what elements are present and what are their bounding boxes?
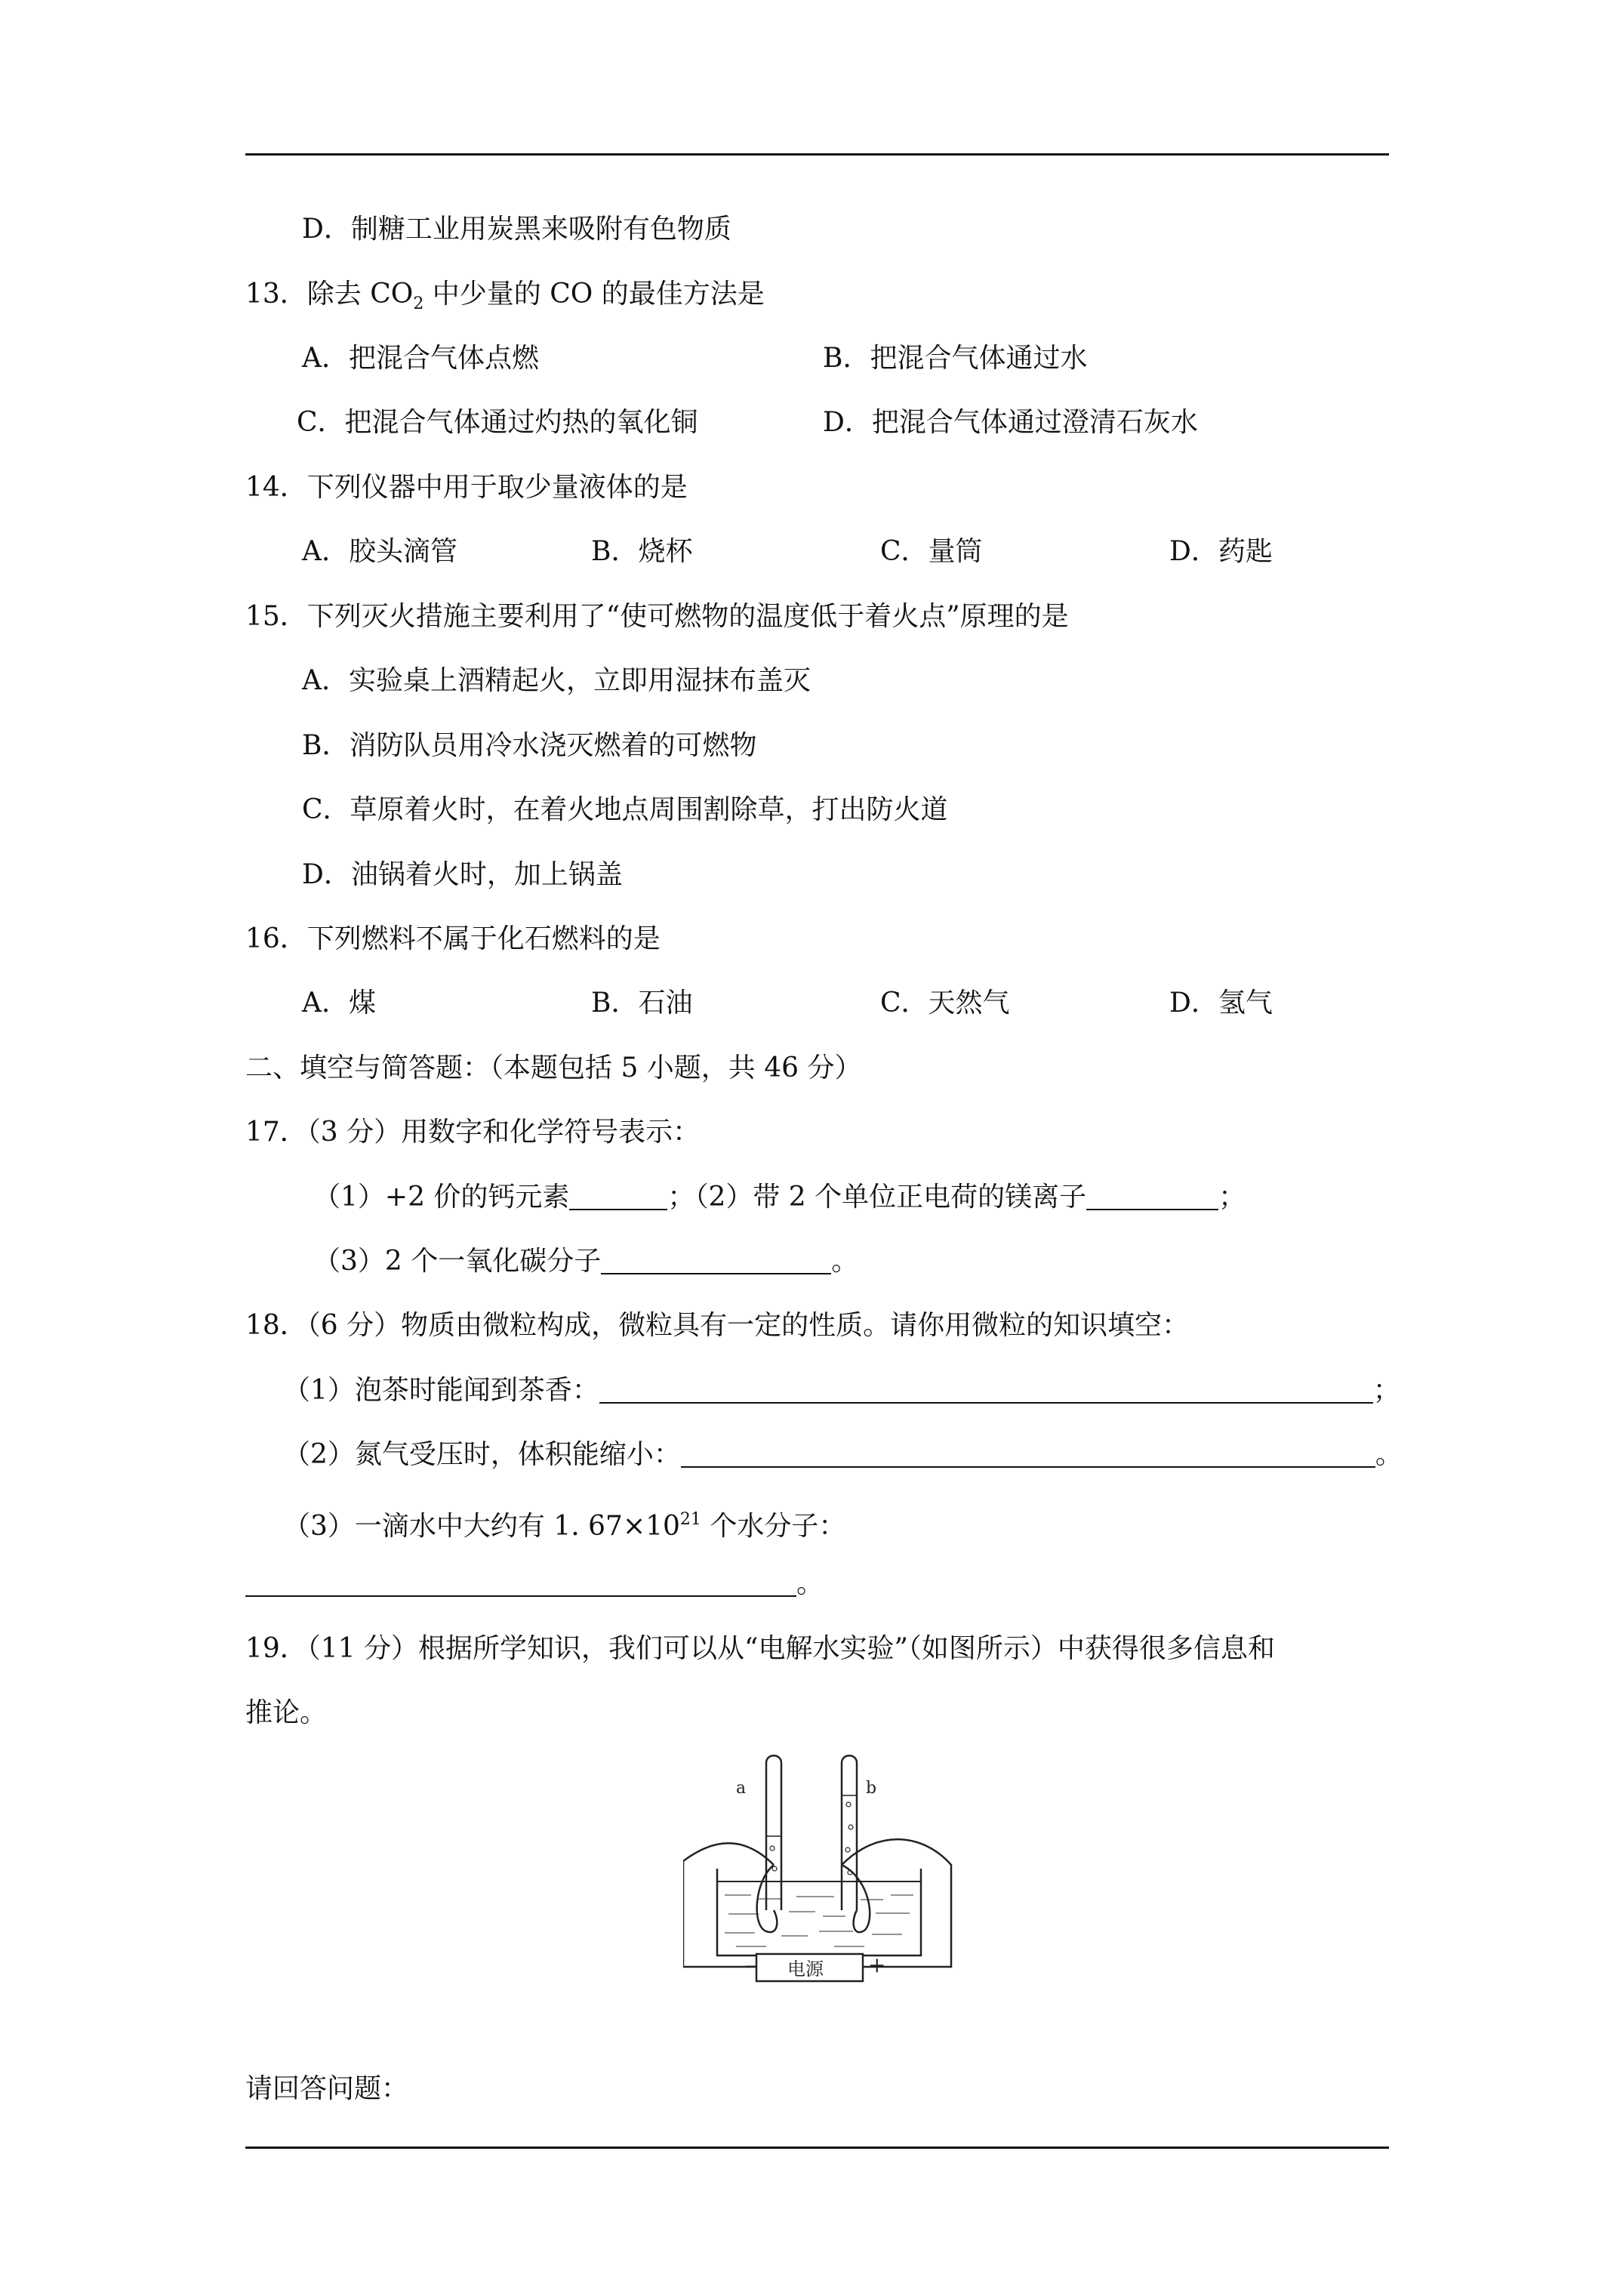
tube-a-label: a [736,1779,747,1798]
q18-part2: （2）氮气受压时，体积能缩小： 。 [283,1439,1403,1470]
q18-part3-answer: 。 [245,1567,824,1601]
q17-part1-2: （1）+2 价的钙元素 ；（2）带 2 个单位正电荷的镁离子 ； [313,1182,1246,1213]
q16-option-a: A．煤 [302,988,376,1019]
q17-stem: 17．（3 分）用数字和化学符号表示： [245,1117,701,1148]
q14-option-a: A．胶头滴管 [302,536,457,567]
q19-stem-line2: 推论。 [245,1697,328,1728]
q15-option-c: C．草原着火时，在着火地点周围割除草，打出防火道 [302,794,948,825]
q16-option-d: D．氢气 [1169,988,1273,1019]
q14-stem: 14．下列仪器中用于取少量液体的是 [245,472,688,503]
q13-option-b: B．把混合气体通过水 [823,343,1088,374]
right-electrode [842,1865,870,1932]
section-2-title: 二、填空与简答题：（本题包括 5 小题，共 46 分） [245,1052,862,1083]
q14-option-d: D．药匙 [1169,536,1273,567]
q13-option-c: C．把混合气体通过灼热的氧化铜 [297,407,698,438]
q13-stem: 13．除去 $CO_2$ 中少量的 CO 的最佳方法是 [245,279,765,313]
q16-option-b: B．石油 [591,988,693,1019]
negative-terminal-label: − [744,1955,759,1977]
q18-answer-blank-1[interactable] [599,1375,1373,1404]
test-tube-a [766,1755,781,1910]
q14-option-c: C．量筒 [880,536,983,567]
right-wire [842,1839,951,1967]
header-rule [245,153,1389,156]
test-tube-b [842,1755,857,1910]
q17-answer-blank-2[interactable] [1086,1182,1218,1210]
q16-stem: 16．下列燃料不属于化石燃料的是 [245,923,661,954]
q15-option-a: A．实验桌上酒精起火，立即用湿抹布盖灭 [302,665,811,696]
q18-answer-blank-3[interactable] [245,1568,796,1597]
q18-part1: （1）泡茶时能闻到茶香： ； [283,1375,1400,1406]
q14-option-b: B．烧杯 [591,536,693,567]
q13-option-d: D．把混合气体通过澄清石灰水 [823,407,1198,438]
positive-terminal-label: + [868,1952,886,1977]
q19-prompt: 请回答问题： [245,2073,409,2104]
electrolysis-apparatus-figure [683,1752,970,2023]
q17-answer-blank-3[interactable] [601,1246,831,1274]
q15-option-d: D．油锅着火时，加上锅盖 [302,859,623,890]
q17-answer-blank-1[interactable] [569,1182,667,1210]
q19-stem-line1: 19．（11 分）根据所学知识，我们可以从“电解水实验”（如图所示）中获得很多信息和 [245,1633,1275,1664]
tube-b-label: b [866,1779,877,1798]
power-supply-label: 电源 [787,1959,824,1980]
left-wire [683,1843,774,1967]
q16-option-c: C．天然气 [880,988,1010,1019]
q13-option-a: A．把混合气体点燃 [302,343,539,374]
q15-stem: 15．下列灭火措施主要利用了“使可燃物的温度低于着火点”原理的是 [245,601,1069,632]
q12-option-d: D．制糖工业用炭黑来吸附有色物质 [302,214,731,245]
q18-stem: 18．（6 分）物质由微粒构成，微粒具有一定的性质。请你用微粒的知识填空： [245,1310,1190,1341]
footer-rule [245,2147,1389,2149]
q18-part3: （3）一滴水中大约有 1. $67\times 10^{21}$ 个水分子： [283,1510,846,1542]
q15-option-b: B．消防队员用冷水浇灭燃着的可燃物 [302,730,757,761]
q17-part3: （3）2 个一氧化碳分子 。 [313,1246,859,1277]
q18-answer-blank-2[interactable] [681,1439,1375,1468]
